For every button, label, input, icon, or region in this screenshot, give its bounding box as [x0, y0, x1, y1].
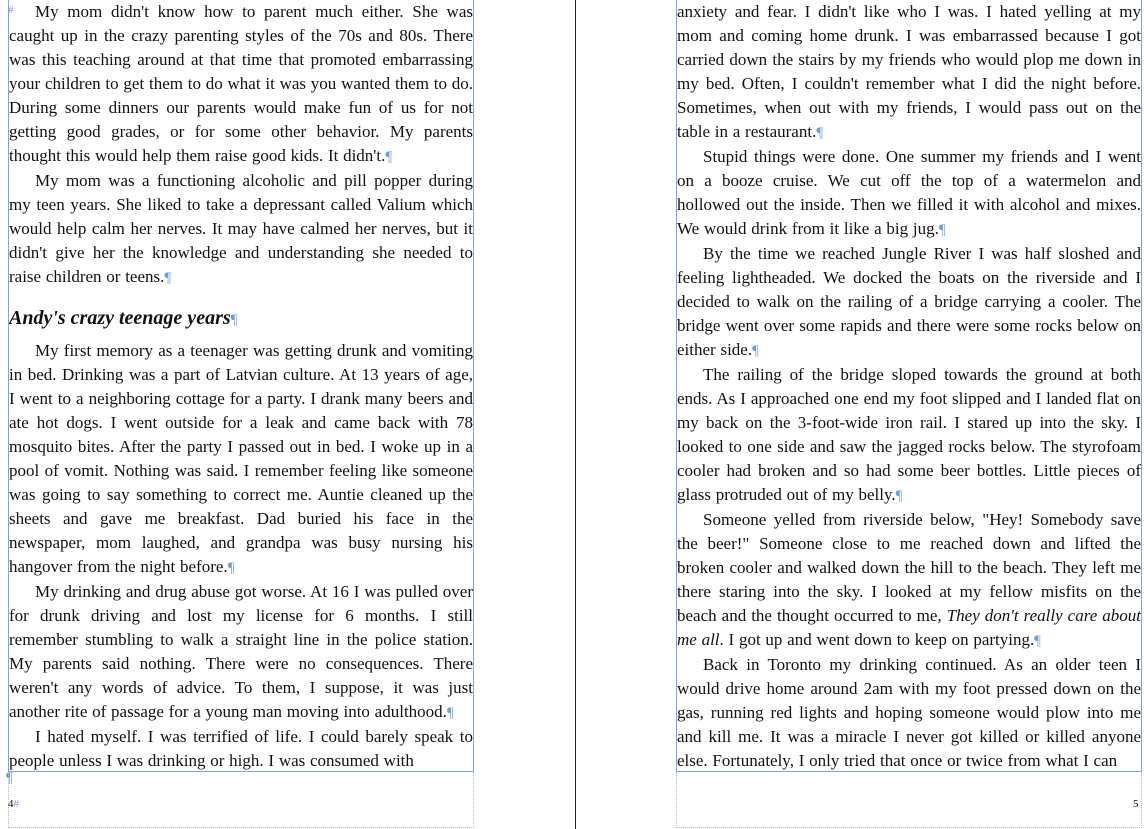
page-number [1133, 798, 1139, 810]
paragraph-text: By the time we reached Jungle River I was half sloshed and feeling lightheaded. We docked the boats on the riverside and I decided to walk on the railing of a bridge carrying a cooler. The bridge went over some rapids and there were some rocks below on either side. [677, 244, 1141, 359]
italic-thought: They don't really care about me all [677, 606, 1141, 649]
pilcrow-mark: ¶ [385, 149, 393, 165]
paragraph-text: The railing of the bridge sloped towards the ground at both ends. As I approached one end my foot slipped and I landed flat on my back on the 3-foot-wide iron rail. I stared up into the sky. I looked to one side and saw the jagged rocks below. The styrofoam cooler had broken and so had some beer bottles. Little pieces of glass protruded out of my belly. [677, 365, 1141, 504]
paragraph [9, 339, 473, 580]
paragraph-text: anxiety and fear. I didn't like who I was. I hated yelling at my mom and coming home drunk. I was embarrassed because I got carried down the stairs by my friends who would plop me down in my bed. Often, I couldn't remember what I did the night before. Sometimes, when out with my friends, I would pass out on the table in a restaurant. [677, 2, 1141, 141]
page-number [8, 798, 19, 810]
page-number-marker: # [13, 798, 19, 810]
paragraph [9, 0, 473, 169]
left-text-frame[interactable] [8, 0, 474, 772]
right-footer-frame [676, 772, 1142, 828]
paragraph-text: My drinking and drug abuse got worse. At 16 I was pulled over for drunk driving and lost my license for 6 months. I still remember stumbling to walk a straight line in the police station. My parents said nothing. There were no consequences. There weren't any words of advice. To them, I suppose, it was just another rite of passage for a young man moving into adulthood. [9, 582, 473, 721]
page-number-text: 5 [1133, 798, 1139, 810]
paragraph-text: Someone yelled from riverside below, "Hey! Somebody save the beer!" Someone close to me reached down and lifted the broken cooler and walked down the hill to the beach. They left me there staring into the sky. I looked at my fellow misfits on the beach and the thought occurred to me, [677, 510, 1141, 625]
section-heading [9, 305, 473, 333]
pilcrow-mark: ¶ [895, 488, 903, 504]
paragraph [9, 169, 473, 290]
pilcrow-mark: ¶ [164, 270, 172, 286]
paragraph-text: I hated myself. I was terrified of life. I could barely speak to people unless I was drinking or high. I was consumed with [9, 727, 473, 770]
pilcrow-mark: ¶ [938, 222, 946, 238]
left-footer-frame [8, 772, 474, 828]
paragraph [9, 725, 473, 772]
paragraph-text: . I got up and went down to keep on partying. [719, 630, 1035, 649]
paragraph-text: Back in Toronto my drinking continued. As an older teen I would drive home around 2am with my foot pressed down on the gas, running red lights and hoping someone would plow into me and kill me. It was a miracle I never got killed or killed anyone else. Fortunately, I only tried that once or twice from what I can [677, 655, 1141, 770]
pilcrow-mark: ¶ [230, 312, 238, 328]
heading-text: Andy's crazy teenage years [9, 307, 231, 329]
paragraph [677, 508, 1141, 653]
pilcrow-mark: ¶ [446, 705, 454, 721]
paragraph [677, 363, 1141, 508]
pilcrow-mark: ¶ [752, 343, 759, 359]
paragraph-text: My mom was a functioning alcoholic and pill popper during my teen years. She liked to take a depressant called Valium which would help calm her nerves. It may have calmed her nerves, but it didn't give her the knowledge and understanding she needed to raise children or teens. [9, 171, 473, 286]
paragraph [9, 580, 473, 725]
paragraph [677, 653, 1141, 772]
paragraph [677, 242, 1141, 363]
right-page [576, 0, 1144, 829]
paragraph-text: Stupid things were done. One summer my friends and I went on a booze cruise. We cut off the top of a watermelon and hollowed out the inside. Then we filled it with alcohol and mixes. We would drink from it like a big jug. [677, 147, 1141, 238]
paragraph [677, 0, 1141, 145]
right-text-frame[interactable] [676, 0, 1142, 772]
page-number-text: 4 [8, 798, 14, 810]
pilcrow-mark: ¶ [227, 560, 235, 576]
paragraph [677, 145, 1141, 242]
pilcrow-mark: ¶ [816, 125, 824, 141]
pilcrow-mark: ¶ [6, 770, 13, 786]
paragraph-text: My mom didn't know how to parent much either. She was caught up in the crazy parenting styles of the 70s and 80s. There was this teaching around at that time that promoted embarrassing your children to get them to do what it was you wanted them to do. During some dinners our parents would make fun of us for not getting good grades, or for some other behavior. My parents thought this would help them raise good kids. It didn't. [9, 2, 473, 165]
paragraph-text: My first memory as a teenager was getting drunk and vomiting in bed. Drinking was a part of Latvian culture. At 13 years of age, I went to a neighboring cottage for a party. I drank many beers and ate hot dogs. I went outside for a leak and came back with 78 mosquito bites. After the party I passed out in bed. I woke up in a pool of vomit. Nothing was said. I remember feeling like someone was going to say something to correct me. Auntie cleaned up the sheets and gave me breakfast. Dad buried his face in the newspaper, mom laughed, and grandpa was busy nursing his hangover from the night before. [9, 341, 473, 576]
frame-anchor-marker: # [8, 4, 14, 16]
pilcrow-mark: ¶ [1034, 633, 1042, 649]
